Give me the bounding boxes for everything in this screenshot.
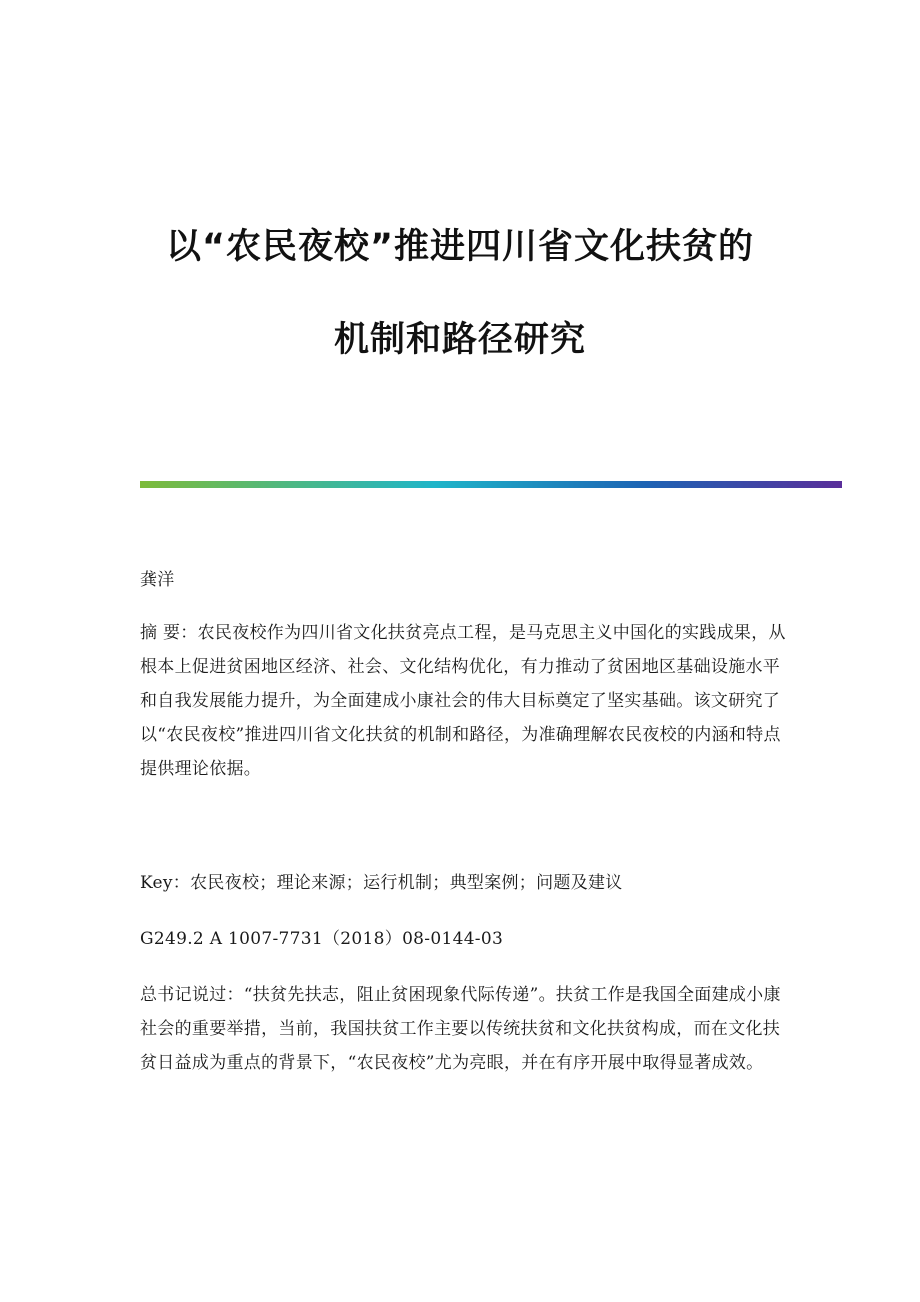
gradient-divider (140, 481, 842, 488)
paper-title-line-2: 机制和路径研究 (333, 320, 586, 360)
abstract-label: 摘 要： (140, 623, 198, 643)
paper-title-line-1: 以“农民夜校”推进四川省文化扶贫的 (165, 227, 754, 267)
abstract-block (140, 616, 790, 786)
keywords-label: Key： (140, 873, 191, 893)
abstract-text: 农民夜校作为四川省文化扶贫亮点工程，是马克思主义中国化的实践成果，从根本上促进贫困地区经济、社会、文化结构优化，有力推动了贫困地区基础设施水平和自我发展能力提升，为全面建成小康社会的伟大目标奠定了坚实基础。该文研究了以“农民夜校”推进四川省文化扶贫的机制和路径，为准确理解农民夜校的内涵和特点提供理论依据。 (140, 623, 786, 779)
classification-code: G249.2 A 1007-7731（2018）08-0144-03 (140, 929, 504, 949)
keywords-text: 农民夜校；理论来源；运行机制；典型案例；问题及建议 (190, 873, 623, 893)
intro-paragraph: 总书记说过：“扶贫先扶志，阻止贫困现象代际传递”。扶贫工作是我国全面建成小康社会的重要举措，当前，我国扶贫工作主要以传统扶贫和文化扶贫构成，而在文化扶贫日益成为重点的背景下，“农民夜校”尤为亮眼，并在有序开展中取得显著成效。 (140, 985, 781, 1073)
keywords-block (140, 866, 790, 900)
author-name: 龚洋 (140, 570, 175, 590)
